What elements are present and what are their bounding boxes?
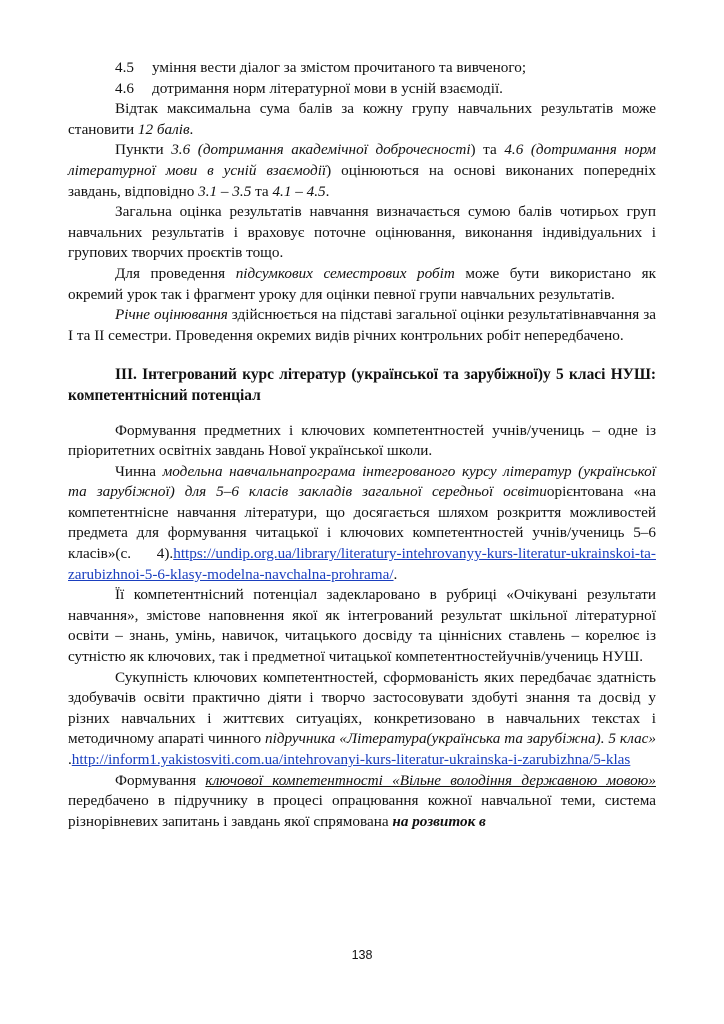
text: .	[68, 751, 72, 768]
emphasis: модельна навчальнапрограма інтегрованого курсу літератур (української та зарубіжної) для 5–6 класів закладів загальної середньої освіти	[68, 462, 656, 501]
text: Сукупність ключових компетентностей, сформованість яких передбачає здатність здобувачів освіти практично діяти і творчо застосовувати здобуті знання та досвід у різних навчальних і життєвих ситуаціях, конкретизовано в навчальних текстах і методичному апараті чинного	[68, 668, 656, 748]
paragraph-competences: Формування предметних і ключових компетентностей учнів/учениць – одне із пріоритетних освітніх завдань Нової української школи.	[68, 421, 656, 460]
paragraph-max-score	[68, 99, 656, 140]
paragraph-competence-potential: Її компетентнісний потенціал задекларовано в рубриці «Очікувані результати навчання», змістове наповнення якої як інтегрований результат шкільної літературної освіти – знань, умінь, навичок, читацького досвіду та ціннісних ставлень – корелює із сутністю як ключових, так і предметної читацької компетентностейучнів/учениць НУШ.	[68, 586, 656, 666]
text: Для проведення	[115, 264, 236, 282]
text: .	[325, 182, 330, 200]
text: Відтак максимальна сума балів за кожну групу навчальних результатів може становити	[68, 100, 656, 138]
emphasis: 4.1 – 4.5	[272, 182, 326, 200]
text: та	[251, 182, 273, 200]
section-heading: ІІІ. Інтегрований курс літератур (української та зарубіжної)у 5 класі НУШ: компетентнісний потенціал	[68, 366, 656, 404]
emphasis: на розвиток в	[392, 812, 486, 830]
list-number: 4.6	[115, 79, 134, 97]
spacer	[68, 346, 656, 365]
paragraph-points	[68, 140, 656, 202]
text: Пункти	[115, 141, 172, 159]
text: орієнтована «на компетентнісне навчання літератури, що досягається шляхом розкриття можливостей предмета для формування читацької і ключових компетентностей учнів/учениць 5–6 класів»(с. 4).	[68, 483, 656, 563]
emphasis: 4.6 (дотримання норм літературної мови в усній взаємодії	[68, 141, 656, 179]
model-program-link[interactable]: https://undip.org.ua/library/literatury-intehrovanyy-kurs-literatur-ukrainskoi-ta-zarubizhnoi-5-6-klasy-modelna-navchalna-prohrama/	[68, 545, 656, 583]
paragraph-semester-works	[68, 264, 656, 305]
list-text: дотримання норм літературної мови в усній взаємодії.	[152, 79, 503, 97]
list-item-4-5	[68, 58, 656, 79]
paragraph-general-assessment: Загальна оцінка результатів навчання визначається сумою балів чотирьох груп навчальних результатів і враховує поточне оцінювання, виконання індивідуальних і групових творчих проєктів тощо.	[68, 203, 656, 262]
emphasis: 3.1 – 3.5	[198, 182, 252, 200]
paragraph-annual-assessment	[68, 305, 656, 346]
text: здійснюється на підставі загальної оцінки результатівнавчання за І та ІІ семестри. Проведення окремих видів річних контрольних робіт непередбачено.	[68, 306, 656, 344]
text: може бути використано як окремий урок так і фрагмент уроку для оцінки певної групи навчальних результатів.	[68, 264, 657, 303]
emphasis: підсумкових семестрових робіт	[235, 264, 455, 282]
page-number: 138	[351, 948, 373, 962]
text: Чинна	[115, 462, 163, 480]
emphasis: Річне оцінювання	[115, 306, 228, 324]
text: .	[393, 565, 398, 583]
text: ) оцінюються на основі виконаних попередніх завдань, відповідно	[68, 161, 656, 200]
list-text: уміння вести діалог за змістом прочитаного та вивченого;	[152, 59, 527, 76]
list-item-4-6	[68, 79, 656, 100]
page-body	[68, 58, 656, 832]
paragraph-key-competences	[68, 668, 656, 771]
emphasis: 3.6 (дотримання академічної доброчесності	[171, 141, 471, 159]
paragraph-model-program	[68, 462, 656, 586]
spacer	[68, 407, 656, 421]
emphasis: 12 балів	[137, 120, 190, 138]
emphasis: ключової компетентності «Вільне володіння державною мовою»	[205, 771, 656, 789]
text: .	[189, 120, 194, 138]
text: ) та	[470, 141, 505, 159]
paragraph-state-language	[68, 771, 656, 833]
textbook-link[interactable]: http://inform1.yakistosviti.com.ua/intehrovanyi-kurs-literatur-ukrainska-i-zarubizhna/5-klas	[71, 751, 631, 768]
list-number: 4.5	[115, 59, 134, 76]
text: Формування	[115, 771, 206, 789]
text: передбачено в підручнику в процесі опрацювання кожної навчальної теми, система різнорівневих запитань і завдань якої спрямована	[68, 792, 656, 830]
emphasis: підручника «Література(українська та зарубіжна). 5 клас»	[265, 730, 657, 748]
